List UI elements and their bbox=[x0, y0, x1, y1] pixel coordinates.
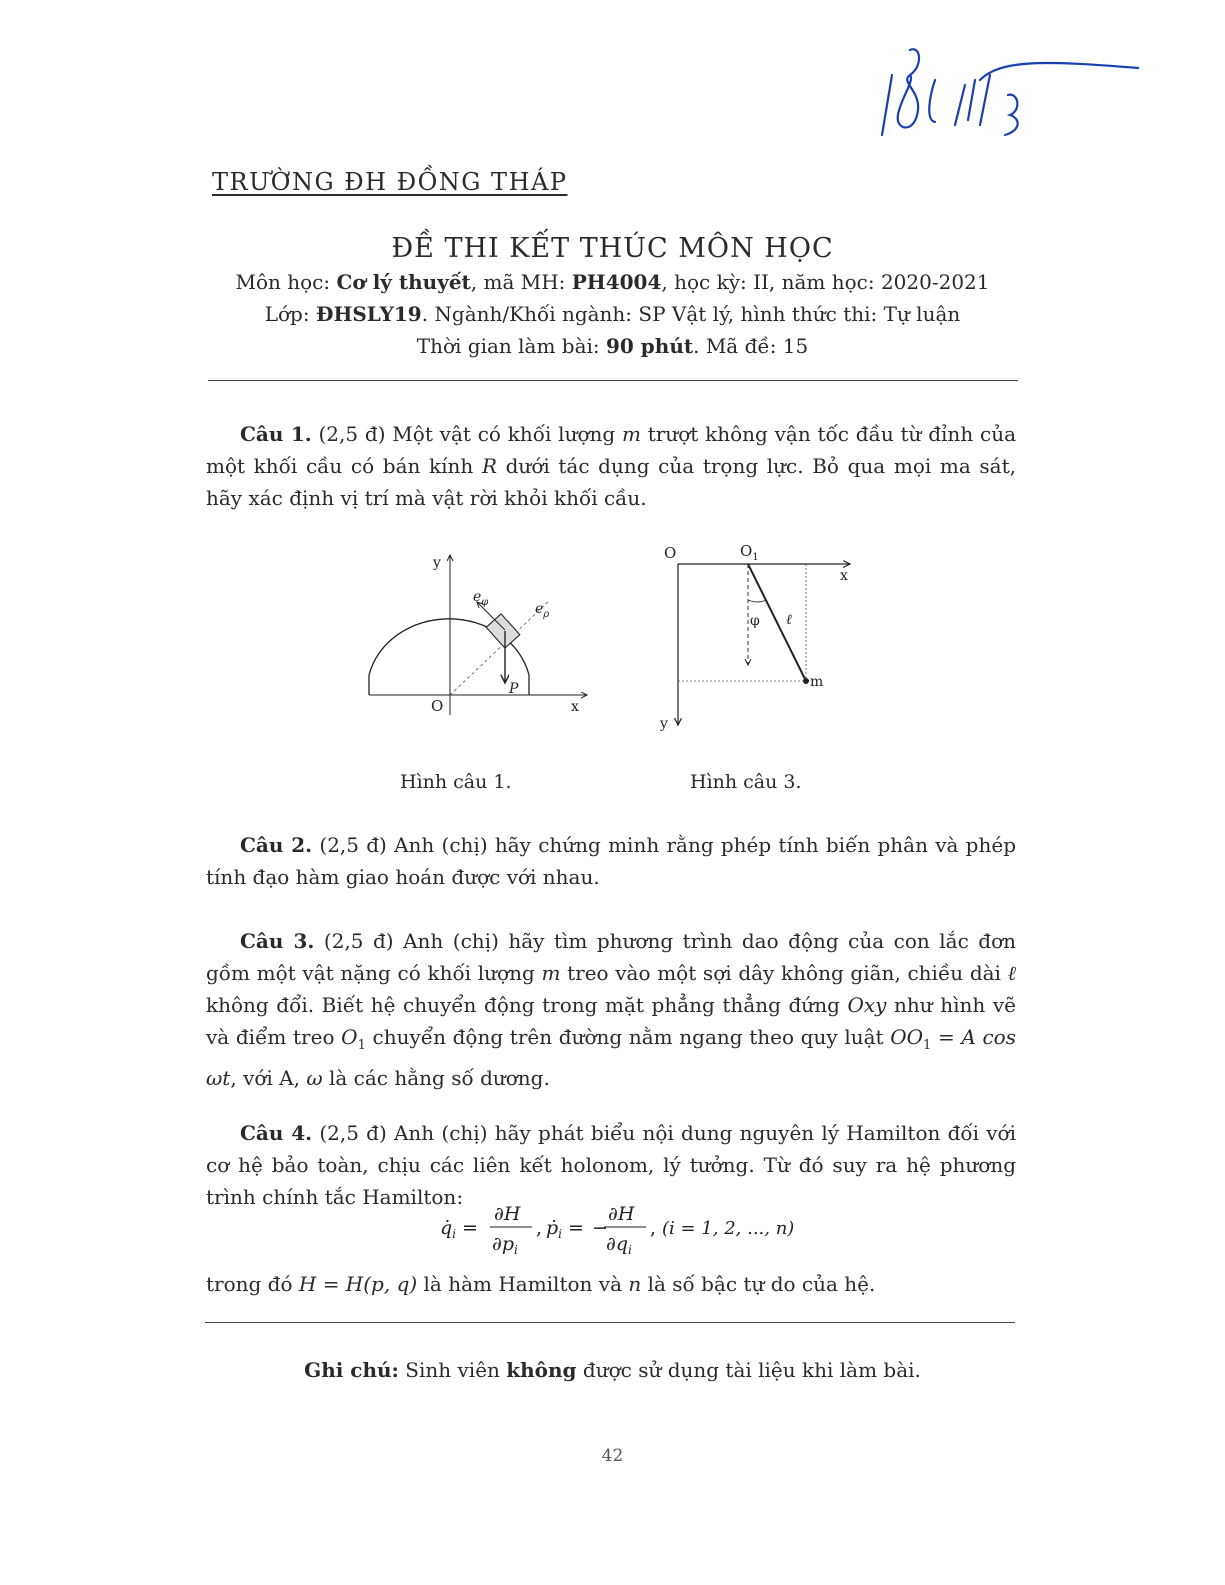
fig1-x-label: x bbox=[571, 699, 579, 715]
fig1-e-phi-label: $e_\varphi$ bbox=[473, 589, 489, 608]
question-4: Câu 4. (2,5 đ) Anh (chị) hãy phát biểu nội dung nguyên lý Hamilton đối với cơ hệ bảo toàn, chịu các liên kết holonom, lý tưởng. Từ đó suy ra hệ phương trình chính tắc Hamilton: bbox=[206, 1121, 1016, 1209]
fig1-p-label: P bbox=[509, 681, 519, 697]
svg-text:,: , bbox=[536, 1217, 543, 1239]
svg-text:∂H: ∂H bbox=[608, 1203, 635, 1225]
svg-text:∂pi: $\partial p_i$ bbox=[492, 1233, 518, 1257]
fig3-x-label: x bbox=[840, 568, 848, 584]
figure-question-3 bbox=[650, 540, 870, 735]
svg-text:−: − bbox=[592, 1217, 608, 1239]
fig1-y-label: y bbox=[433, 555, 441, 571]
figure-3-caption: Hình câu 3. bbox=[690, 771, 802, 793]
fig1-e-rho-label: $e_\rho$ bbox=[535, 601, 550, 620]
figure-question-1 bbox=[355, 545, 595, 725]
class-line: Lớp: ĐHSLY19. Ngành/Khối ngành: SP Vật lý, hình thức thi: Tự luận bbox=[264, 302, 961, 326]
question-1: Câu 1. (2,5 đ) Một vật có khối lượng m trượt không vận tốc đầu từ đỉnh của một khối cầu có bán kính R dưới tác dụng của trọng lực. Bỏ qua mọi ma sát, hãy xác định vị trí mà vật rời khỏi khối cầu. bbox=[206, 422, 1016, 510]
svg-text:ṗi =: ṗ$_i$ = bbox=[546, 1217, 584, 1241]
fig3-origin-label: O bbox=[664, 544, 677, 562]
svg-text:q̇i =: $q̇_i$ = bbox=[440, 1217, 478, 1241]
svg-text:∂qi: $\partial q_i$ bbox=[606, 1233, 632, 1257]
svg-text:,: , bbox=[650, 1217, 657, 1239]
question-3: Câu 3. (2,5 đ) Anh (chị) hãy tìm phương trình dao động của con lắc đơn gồm một vật nặng có khối lượng m treo vào một sợi dây không giãn, chiều dài ℓ không đổi. Biết hệ chuyển động trong mặt phẳng thẳng đứng Oxy như hình vẽ và điểm treo $O_1$ chuyển động trên đường nằm ngang theo quy luật $OO_1 = A$ cos ωt, với A, ω là các hằng số dương. bbox=[206, 929, 1016, 1090]
fig3-o1-label: $O_1$ bbox=[740, 542, 759, 563]
exam-note: Ghi chú: Sinh viên không được sử dụng tài liệu khi làm bài. bbox=[304, 1358, 921, 1382]
school-name: TRƯỜNG ĐH ĐỒNG THÁP bbox=[212, 168, 568, 196]
course-line: Môn học: Cơ lý thuyết, mã MH: PH4004, học kỳ: II, năm học: 2020-2021 bbox=[235, 270, 990, 294]
svg-text:(i = 1, 2, ..., n): (i = 1, 2, ..., n) bbox=[662, 1218, 795, 1239]
fig3-m-label: m bbox=[810, 674, 824, 690]
svg-text:∂H: ∂H bbox=[494, 1203, 521, 1225]
question-2: Câu 2. (2,5 đ) Anh (chị) hãy chứng minh rằng phép tính biến phân và phép tính đạo hàm giao hoán được với nhau. bbox=[206, 833, 1017, 889]
exam-title: ĐỀ THI KẾT THÚC MÔN HỌC bbox=[391, 233, 834, 264]
time-line: Thời gian làm bài: 90 phút. Mã đề: 15 bbox=[416, 334, 809, 358]
fig3-phi-label: φ bbox=[750, 613, 760, 629]
hamilton-equations bbox=[440, 1196, 800, 1260]
fig3-l-label: ℓ bbox=[786, 612, 792, 628]
header-divider bbox=[208, 380, 1018, 381]
footer-divider bbox=[205, 1322, 1015, 1323]
handwritten-score bbox=[880, 40, 1160, 160]
page-number: 42 bbox=[601, 1446, 624, 1466]
fig3-y-label: y bbox=[660, 716, 668, 732]
fig1-origin-label: O bbox=[431, 697, 444, 715]
question-4-after: trong đó H = H(p, q) là hàm Hamilton và n là số bậc tự do của hệ. bbox=[206, 1272, 876, 1296]
figure-1-caption: Hình câu 1. bbox=[400, 771, 512, 793]
